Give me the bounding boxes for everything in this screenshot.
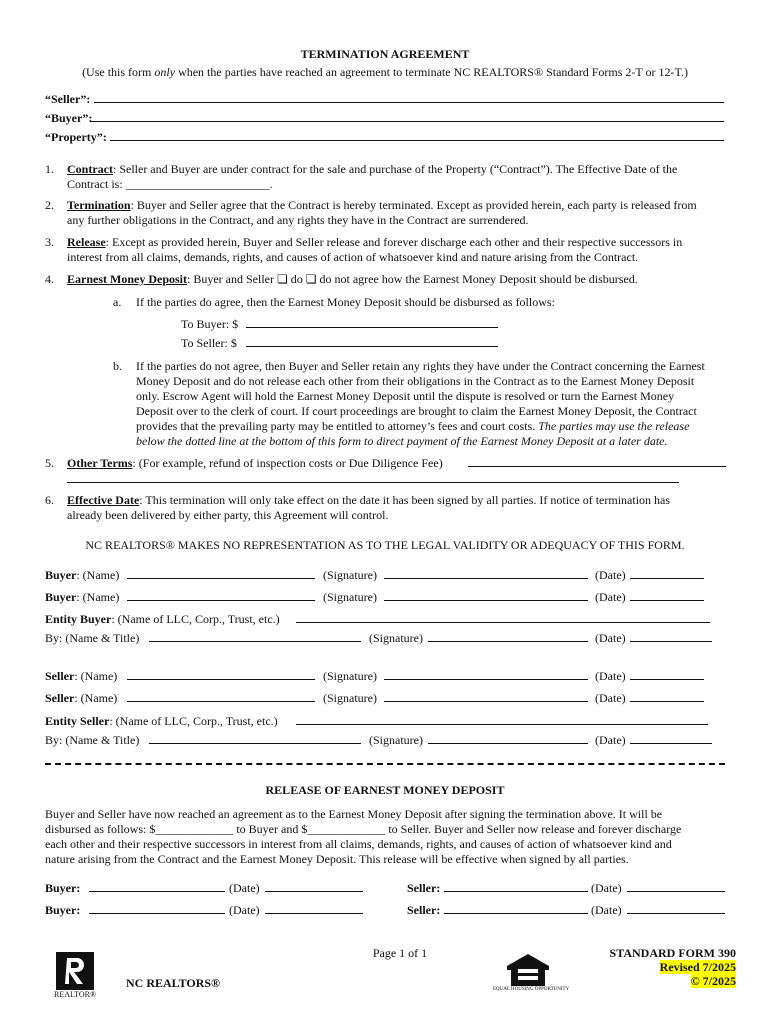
form-title: TERMINATION AGREEMENT — [300, 47, 470, 61]
section-1-line2: Contract is: ________________________. — [67, 177, 273, 191]
section-3-number: 3. — [45, 235, 54, 249]
signature-label: (Signature) — [323, 691, 377, 705]
section-4a-label: a. — [113, 295, 122, 309]
to-buyer-label: To Buyer: $ — [181, 317, 239, 331]
section-4b-line: below the dotted line at the bottom of this form to direct payment of the Earnest Money Deposit at a later date. — [136, 434, 668, 448]
section-1-line1: Contract: Seller and Buyer are under contract for the sale and purchase of the Property (“Contract”). The Effective Date of the — [67, 162, 678, 176]
section-6-number: 6. — [45, 493, 54, 507]
date-label: (Date) — [591, 881, 622, 895]
buyer-party-field[interactable] — [90, 111, 724, 122]
realtor-logo-text: REALTOR® — [54, 990, 97, 999]
section-5-line: Other Terms: (For example, refund of inspection costs or Due Diligence Fee) — [67, 456, 443, 470]
seller-name-field[interactable] — [127, 691, 315, 702]
seller-party-label: “Seller”: — [45, 92, 91, 106]
entity-buyer-row: Entity Buyer: (Name of LLC, Corp., Trust, etc.) — [45, 612, 280, 626]
form-copyright: © 7/2025 — [690, 974, 736, 988]
form-name: STANDARD FORM 390 — [609, 946, 736, 960]
to-buyer-amount-field[interactable] — [246, 317, 498, 328]
date-label: (Date) — [595, 691, 626, 705]
seller-date-field[interactable] — [630, 691, 704, 702]
entity-buyer-name-field[interactable] — [296, 612, 710, 623]
footer-org: NC REALTORS® — [126, 976, 220, 990]
release-buyer-label: Buyer: — [45, 881, 81, 895]
release-seller-date-field[interactable] — [627, 903, 725, 914]
property-field[interactable] — [110, 130, 724, 141]
section-3-line1: Release: Except as provided herein, Buyer and Seller release and forever discharge each other and their respective successors in — [67, 235, 683, 249]
release-buyer-label: Buyer: — [45, 903, 81, 917]
date-label: (Date) — [591, 903, 622, 917]
release-text-line: disbursed as follows: $_____________ to Buyer and $_____________ to Seller. Buyer and Seller now release and forever discharge — [45, 822, 682, 836]
buyer-signature-row: Buyer: (Name) — [45, 568, 120, 582]
entity-seller-by-field[interactable] — [149, 733, 361, 744]
section-2-line2: any further obligations in the Contract, and any rights they have in the Contract are surrendered. — [67, 213, 529, 227]
release-seller-field[interactable] — [444, 903, 588, 914]
entity-buyer-date-field[interactable] — [630, 631, 712, 642]
release-seller-label: Seller: — [407, 881, 441, 895]
section-2-line1: Termination: Buyer and Seller agree that the Contract is hereby terminated. Except as provided herein, each party is released from — [67, 198, 697, 212]
date-label: (Date) — [595, 631, 626, 645]
entity-buyer-by-field[interactable] — [149, 631, 361, 642]
section-6-line1: Effective Date: This termination will only take effect on the date it has been signed by all parties. If notice of termination has — [67, 493, 671, 507]
seller-signature-field[interactable] — [384, 691, 588, 702]
entity-seller-by-label: By: (Name & Title) — [45, 733, 140, 747]
release-text-line: each other and their respective successors in interest from all claims, demands, rights, and causes of action of whatsoever kind and — [45, 837, 672, 851]
buyer-signature-row: Buyer: (Name) — [45, 590, 120, 604]
release-seller-date-field[interactable] — [627, 881, 725, 892]
section-4b-line: Money Deposit and do not release each other from their obligations in the Contract as to the Earnest Money Deposit — [136, 374, 695, 388]
disclaimer: NC REALTORS® MAKES NO REPRESENTATION AS TO THE LEGAL VALIDITY OR ADEQUACY OF THIS FORM. — [85, 538, 685, 552]
date-label: (Date) — [595, 733, 626, 747]
form-revised: Revised 7/2025 — [659, 960, 736, 974]
signature-label: (Signature) — [369, 733, 423, 747]
buyer-date-field[interactable] — [630, 568, 704, 579]
signature-label: (Signature) — [323, 568, 377, 582]
section-1-number: 1. — [45, 162, 54, 176]
seller-signature-row: Seller: (Name) — [45, 669, 118, 683]
date-label: (Date) — [595, 568, 626, 582]
section-4-number: 4. — [45, 272, 54, 286]
section-4b-line: If the parties do not agree, then Buyer and Seller retain any rights they have under the Contract concerning the Earnest — [136, 359, 705, 373]
release-text-line: nature arising from the Contract and the Earnest Money Deposit. This release will be effective when signed by all parties. — [45, 852, 629, 866]
section-4-line: Earnest Money Deposit: Buyer and Seller ❏ do ❏ do not agree how the Earnest Money Deposit should be disbursed. — [67, 272, 638, 286]
signature-label: (Signature) — [369, 631, 423, 645]
release-buyer-field[interactable] — [89, 903, 225, 914]
section-4b-line: provides that the prevailing party may be entitled to attorney’s fees and court costs. The parties may use the release — [136, 419, 690, 433]
section-6-line2: already been delivered by either party, this Agreement will control. — [67, 508, 389, 522]
date-label: (Date) — [595, 590, 626, 604]
other-terms-field[interactable] — [468, 456, 726, 467]
seller-signature-field[interactable] — [384, 669, 588, 680]
date-label: (Date) — [229, 903, 260, 917]
section-5-number: 5. — [45, 456, 54, 470]
release-buyer-date-field[interactable] — [265, 881, 363, 892]
date-label: (Date) — [595, 669, 626, 683]
entity-buyer-signature-field[interactable] — [428, 631, 588, 642]
entity-seller-row: Entity Seller: (Name of LLC, Corp., Trust, etc.) — [45, 714, 278, 728]
entity-seller-signature-field[interactable] — [428, 733, 588, 744]
release-seller-label: Seller: — [407, 903, 441, 917]
release-seller-field[interactable] — [444, 881, 588, 892]
release-buyer-field[interactable] — [89, 881, 225, 892]
form-subtitle: (Use this form only when the parties have reached an agreement to terminate NC REALTORS® Standard Forms 2-T or 12-T.) — [82, 65, 688, 79]
dotted-separator — [45, 763, 725, 765]
buyer-name-field[interactable] — [127, 590, 315, 601]
entity-buyer-by-label: By: (Name & Title) — [45, 631, 140, 645]
section-4b-line: Deposit over to the clerk of court. If court proceedings are brought to claim the Earnest Money Deposit, the Contract — [136, 404, 697, 418]
other-terms-field-2[interactable] — [67, 472, 679, 483]
buyer-name-field[interactable] — [127, 568, 315, 579]
date-label: (Date) — [229, 881, 260, 895]
buyer-party-label: “Buyer”: — [45, 111, 93, 125]
equal-housing-text: EQUAL HOUSING OPPORTUNITY — [493, 987, 570, 992]
buyer-signature-field[interactable] — [384, 568, 588, 579]
entity-seller-date-field[interactable] — [630, 733, 712, 744]
seller-party-field[interactable] — [94, 92, 724, 103]
page-number: Page 1 of 1 — [372, 946, 428, 960]
to-seller-label: To Seller: $ — [181, 336, 237, 350]
property-label: “Property”: — [45, 130, 107, 144]
signature-label: (Signature) — [323, 590, 377, 604]
buyer-signature-field[interactable] — [384, 590, 588, 601]
release-buyer-date-field[interactable] — [265, 903, 363, 914]
section-3-line2: interest from all claims, demands, rights, and causes of action of whatsoever kind and nature arising from the Contract. — [67, 250, 639, 264]
section-4a-text: If the parties do agree, then the Earnest Money Deposit should be disbursed as follows: — [136, 295, 555, 309]
buyer-date-field[interactable] — [630, 590, 704, 601]
seller-date-field[interactable] — [630, 669, 704, 680]
to-seller-amount-field[interactable] — [246, 336, 498, 347]
section-4b-line: only. Escrow Agent will hold the Earnest Money Deposit until the dispute is resolved or turn the Earnest Money — [136, 389, 675, 403]
entity-seller-name-field[interactable] — [296, 714, 708, 725]
release-title: RELEASE OF EARNEST MONEY DEPOSIT — [265, 783, 505, 797]
release-text-line: Buyer and Seller have now reached an agreement as to the Earnest Money Deposit after signing the termination above. It will be — [45, 807, 663, 821]
section-2-number: 2. — [45, 198, 54, 212]
section-4b-label: b. — [113, 359, 122, 373]
seller-name-field[interactable] — [127, 669, 315, 680]
seller-signature-row: Seller: (Name) — [45, 691, 118, 705]
signature-label: (Signature) — [323, 669, 377, 683]
